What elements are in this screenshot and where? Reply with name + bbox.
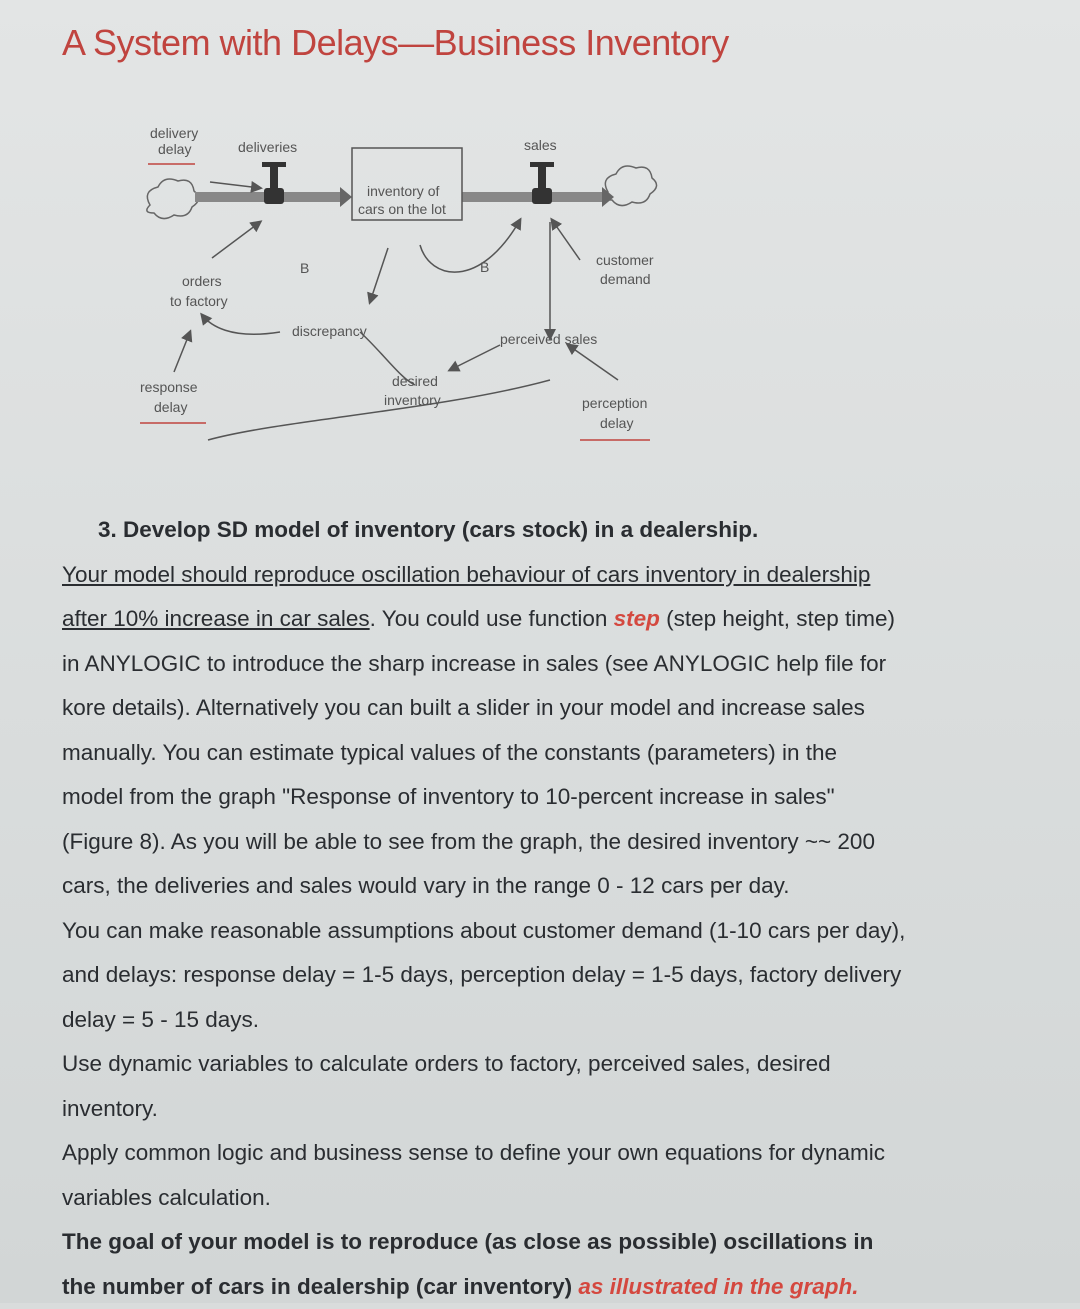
text-line-11: delay = 5 - 15 days. [62,998,1042,1043]
text-line-9: You can make reasonable assumptions about customer demand (1-10 cars per day), [62,909,1042,954]
assignment-text [62,508,1042,1309]
text-line-13: inventory. [62,1087,1042,1132]
sales-valve-icon [530,162,554,204]
label-delivery-delay: delivery [150,125,198,141]
sink-cloud-icon [605,166,657,206]
text-line-16: The goal of your model is to reproduce (as close as possible) oscillations in [62,1220,1042,1265]
svg-text:demand: demand [600,271,651,287]
text-line-10: and delays: response delay = 1-5 days, perception delay = 1-5 days, factory delivery [62,953,1042,998]
loop-b2: B [480,259,489,275]
label-perceived-sales: perceived sales [500,331,597,347]
page-title: A System with Delays—Business Inventory [62,22,729,64]
text-line-4: kore details). Alternatively you can built a slider in your model and increase sales [62,686,1042,731]
label-customer-demand: customer [596,252,654,268]
label-response-delay: response [140,379,198,395]
stock-flow-diagram [120,110,700,460]
deliveries-valve-icon [262,162,286,204]
text-line-2: after 10% increase in car sales. You could use function step (step height, step time) [62,597,1042,642]
label-sales: sales [524,137,557,153]
label-perception-delay: perception [582,395,647,411]
label-inventory: inventory of [367,183,439,199]
text-line-7: (Figure 8). As you will be able to see from the graph, the desired inventory ~~ 200 [62,820,1042,865]
label-orders-to-factory: orders [182,273,222,289]
text-line-1: Your model should reproduce oscillation behaviour of cars inventory in dealership [62,553,1042,598]
task-heading: 3. Develop SD model of inventory (cars stock) in a dealership. [62,508,1042,553]
loop-b1: B [300,260,309,276]
label-discrepancy: discrepancy [292,323,367,339]
svg-text:delay: delay [154,399,187,415]
text-line-5: manually. You can estimate typical values of the constants (parameters) in the [62,731,1042,776]
svg-text:cars on the lot: cars on the lot [358,201,446,217]
svg-text:delay: delay [158,141,191,157]
svg-text:to factory: to factory [170,293,228,309]
source-cloud-icon [147,179,199,219]
text-line-12: Use dynamic variables to calculate orders to factory, perceived sales, desired [62,1042,1042,1087]
svg-text:delay: delay [600,415,633,431]
text-line-3: in ANYLOGIC to introduce the sharp increase in sales (see ANYLOGIC help file for [62,642,1042,687]
text-line-14: Apply common logic and business sense to define your own equations for dynamic [62,1131,1042,1176]
label-deliveries: deliveries [238,139,297,155]
graph-reference: as illustrated in the graph. [578,1274,858,1299]
label-desired-inventory: desired [392,373,438,389]
text-line-8: cars, the deliveries and sales would vary in the range 0 - 12 cars per day. [62,864,1042,909]
text-line-15: variables calculation. [62,1176,1042,1221]
text-line-6: model from the graph "Response of inventory to 10-percent increase in sales" [62,775,1042,820]
step-function-keyword: step [614,606,660,631]
text-line-17: the number of cars in dealership (car inventory) as illustrated in the graph. [62,1265,1042,1309]
svg-text:inventory: inventory [384,392,441,408]
